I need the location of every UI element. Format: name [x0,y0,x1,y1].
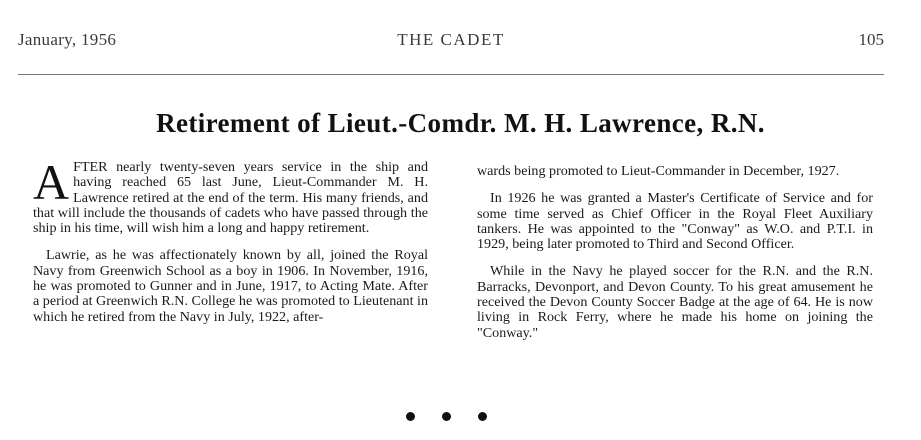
paragraph: wards being promoted to Lieut-Commander in December, 1927. [477,163,840,179]
paragraph [33,154,428,237]
paragraph: In 1926 he was granted a Master's Certificate of Service and for some time served as Chief Officer in the Royal Fleet Auxiliary tankers. He was appointed to the "Conway" as W.O. and P.T.I. in 1929, being later promoted to Third and Second Officer. [477,190,873,253]
publication-name: THE CADET [397,30,505,49]
header-rule [18,74,884,75]
paragraph-text: FTER nearly twenty-seven years service in the ship and having reached 65 last June, Lieut-Commander M. H. Lawrence retired at the end of the term. His many friends, and that will include the thousands of cadets who have passed through the ship in his time, will wish him a long and happy retirement. [33,159,428,237]
ornament-dot [406,412,415,421]
article-column-left [33,154,428,337]
section-end-ornament [400,408,496,428]
drop-cap: A [33,154,70,210]
ornament-dot [442,412,451,421]
paragraph: While in the Navy he played soccer for the R.N. and the R.N. Barracks, Devonport, and Devon County. To his great amusement he received the Devon County Soccer Badge at the age of 64. He is now living in Rock Ferry, where he made his home on joining the "Conway." [477,263,873,341]
article-column-right [477,164,873,353]
issue-date: January, 1956 [18,30,117,49]
ornament-dot [478,412,487,421]
page-number: 105 [858,30,884,49]
article-title: Retirement of Lieut.-Comdr. M. H. Lawrence, R.N. [156,108,765,138]
paragraph: Lawrie, as he was affectionately known by all, joined the Royal Navy from Greenwich School as a boy in 1906. In November, 1916, he was promoted to Gunner and in June, 1917, to Acting Mate. After a period at Greenwich R.N. College he was promoted to Lieutenant in which he retired from the Navy in July, 1922, after- [33,247,428,325]
page-header [18,30,884,56]
